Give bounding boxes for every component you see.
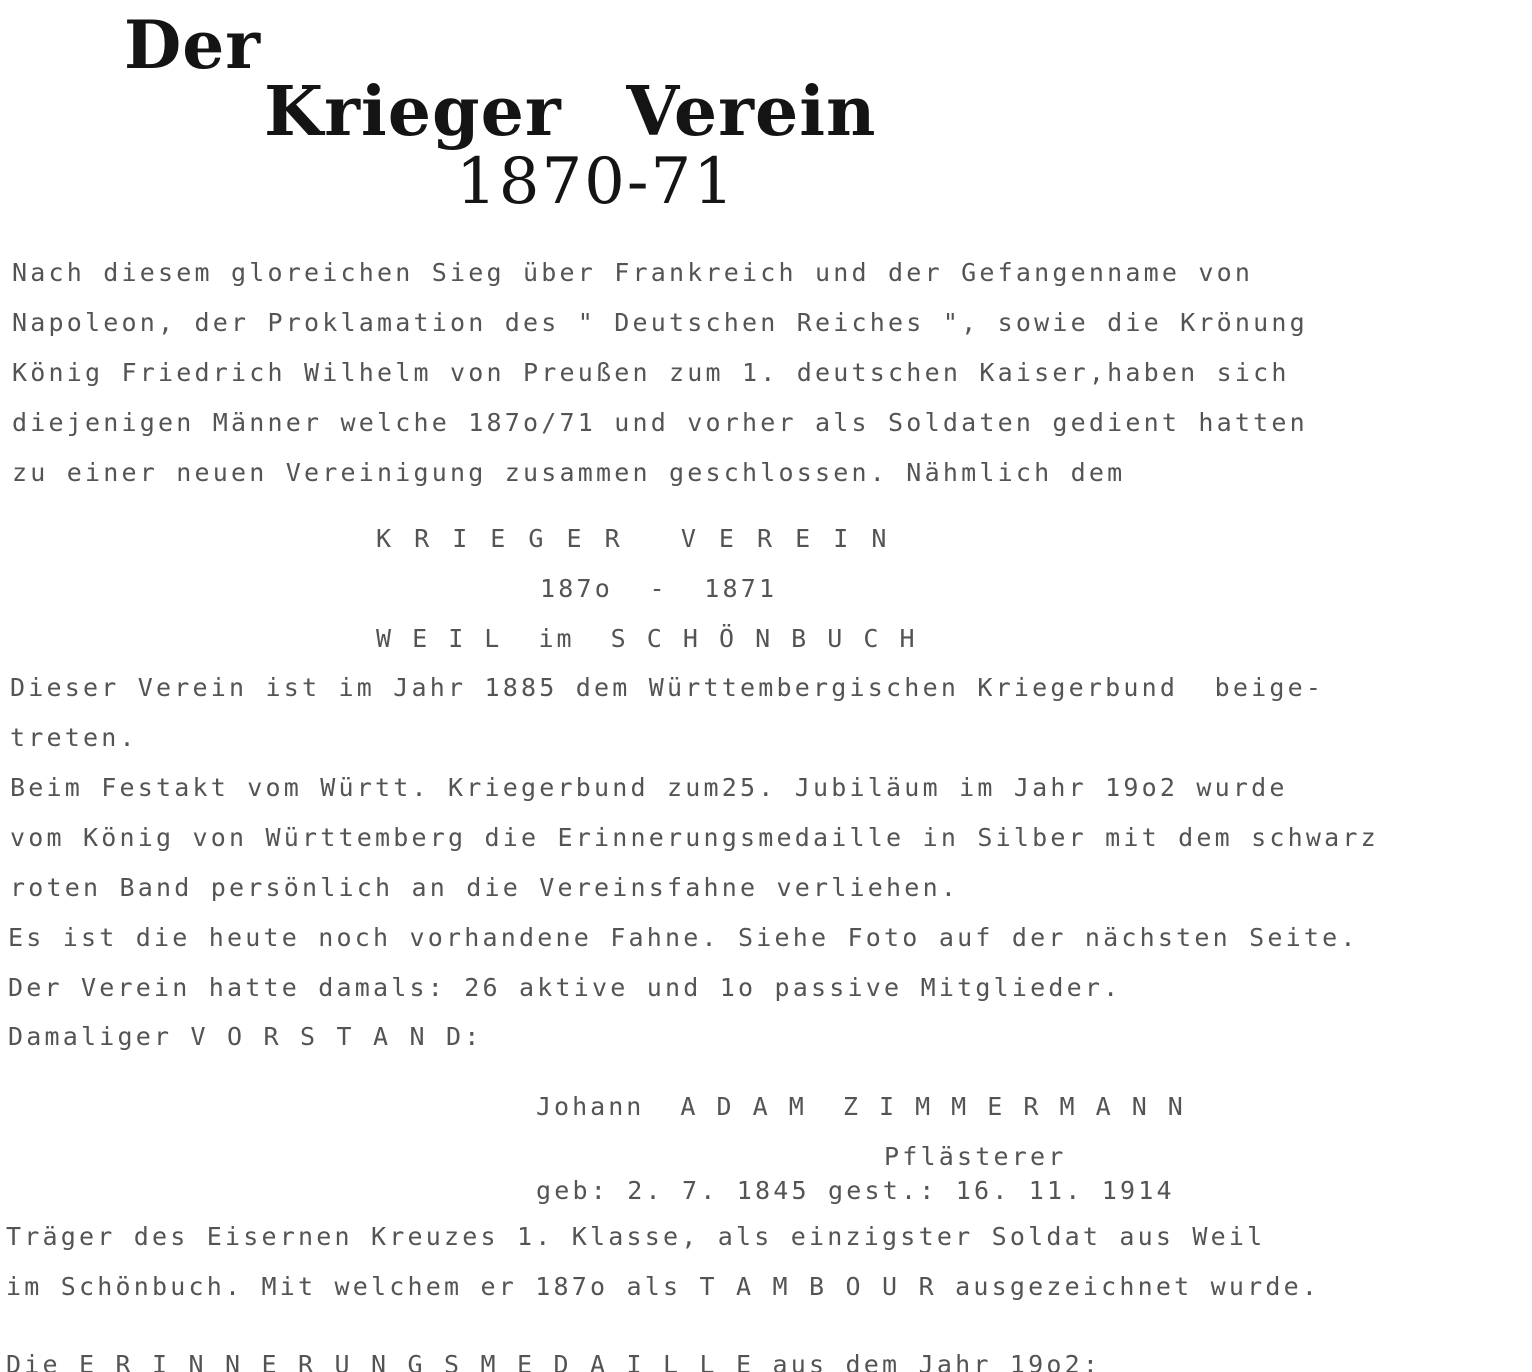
body-line-2: treten.	[10, 723, 138, 752]
title-krieger-verein: Krieger Verein	[264, 72, 877, 152]
intro-line-4: diejenigen Männer welche 187o/71 und vorher als Soldaten gedient hatten	[12, 408, 1308, 437]
body-line-4: vom König von Württemberg die Erinnerungsmedaille in Silber mit dem schwarz	[10, 823, 1379, 852]
club-years: 187o - 1871	[540, 574, 778, 603]
chairman-profession: Pflästerer	[884, 1142, 1067, 1171]
body-line-1: Dieser Verein ist im Jahr 1885 dem Württembergischen Kriegerbund beige-	[10, 673, 1325, 702]
intro-line-1: Nach diesem gloreichen Sieg über Frankreich und der Gefangenname von	[12, 258, 1254, 287]
award-line-2: im Schönbuch. Mit welchem er 187o als T A M B O U R ausgezeichnet wurde.	[6, 1272, 1321, 1301]
chairman-dates: geb: 2. 7. 1845 gest.: 16. 11. 1914	[536, 1176, 1175, 1205]
chairman-name: Johann A D A M Z I M M E R M A N N	[536, 1092, 1186, 1121]
intro-line-3: König Friedrich Wilhelm von Preußen zum 1. deutschen Kaiser,haben sich	[12, 358, 1290, 387]
body-line-8: Damaliger V O R S T A N D:	[8, 1022, 483, 1051]
body-line-7: Der Verein hatte damals: 26 aktive und 1o passive Mitglieder.	[8, 973, 1122, 1002]
footer-line: Die E R I N N E R U N G S M E D A I L L E aus dem Jahr 19o2:	[6, 1350, 1102, 1372]
intro-line-5: zu einer neuen Vereinigung zusammen geschlossen. Nähmlich dem	[12, 458, 1126, 487]
award-line-1: Träger des Eisernen Kreuzes 1. Klasse, als einzigster Soldat aus Weil	[6, 1222, 1266, 1251]
title-der: Der	[124, 6, 261, 84]
body-line-3: Beim Festakt vom Württ. Kriegerbund zum25. Jubiläum im Jahr 19o2 wurde	[10, 773, 1288, 802]
body-line-6: Es ist die heute noch vorhandene Fahne. Siehe Foto auf der nächsten Seite.	[8, 923, 1359, 952]
body-line-5: roten Band persönlich an die Vereinsfahne verliehen.	[10, 873, 960, 902]
intro-line-2: Napoleon, der Proklamation des " Deutschen Reiches ", sowie die Krönung	[12, 308, 1308, 337]
title-years: 1870-71	[456, 145, 736, 219]
club-name: K R I E G E R V E R E I N	[376, 524, 891, 553]
club-place: W E I L im S C H Ö N B U C H	[376, 624, 918, 653]
